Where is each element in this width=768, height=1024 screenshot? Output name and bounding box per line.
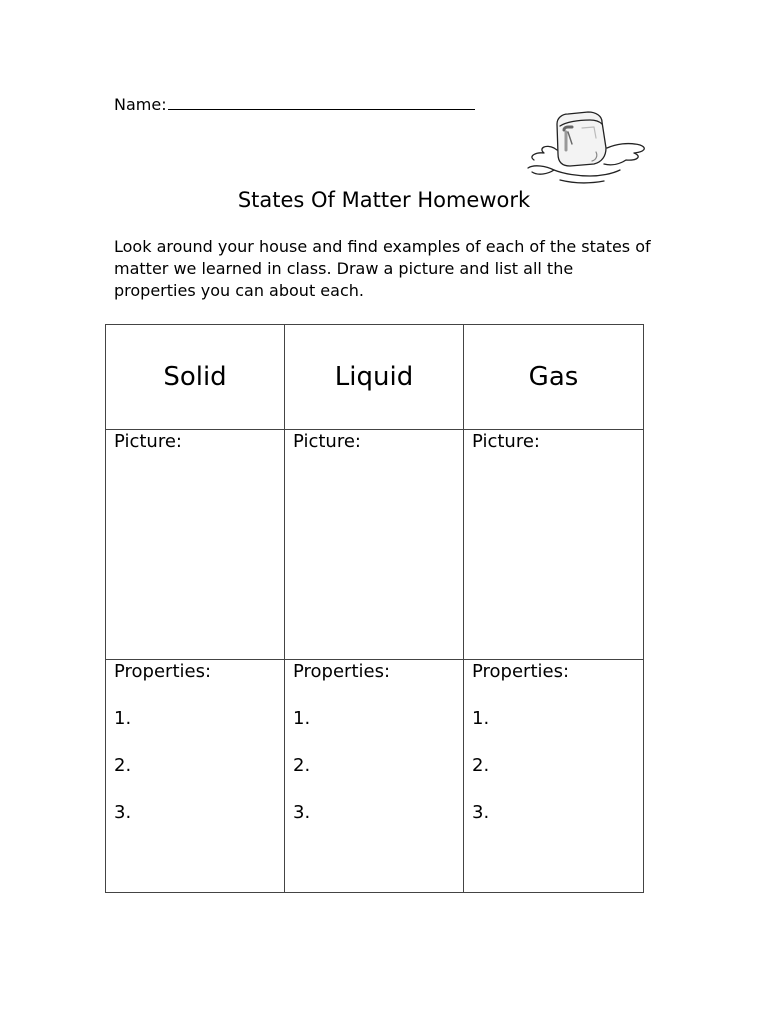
column-header-liquid: Liquid	[285, 325, 464, 430]
properties-cell-liquid[interactable]	[285, 660, 464, 893]
column-header-gas: Gas	[464, 325, 644, 430]
states-of-matter-table	[105, 324, 644, 893]
picture-label: Picture:	[293, 431, 361, 452]
properties-label: Properties:	[293, 661, 391, 682]
table-header-row	[106, 325, 644, 430]
instructions-text: Look around your house and find examples of each of the states of matter we learned in class. Draw a picture and list all the properties you can about each.	[114, 237, 651, 300]
properties-row	[106, 660, 644, 893]
picture-cell-liquid[interactable]	[285, 430, 464, 660]
property-item[interactable]: 1.	[472, 708, 490, 729]
picture-row	[106, 430, 644, 660]
property-item[interactable]: 3.	[472, 802, 490, 823]
ice-cube-melting-icon	[524, 108, 650, 190]
name-field[interactable]	[114, 93, 475, 115]
name-blank-line[interactable]	[168, 93, 475, 110]
property-list	[464, 708, 643, 824]
property-item[interactable]: 2.	[293, 755, 311, 776]
column-header-solid: Solid	[106, 325, 285, 430]
picture-cell-solid[interactable]	[106, 430, 285, 660]
picture-label: Picture:	[114, 431, 182, 452]
properties-cell-gas[interactable]	[464, 660, 644, 893]
property-item[interactable]: 3.	[114, 802, 132, 823]
property-list	[285, 708, 463, 824]
properties-label: Properties:	[114, 661, 212, 682]
picture-label: Picture:	[472, 431, 540, 452]
picture-cell-gas[interactable]	[464, 430, 644, 660]
properties-label: Properties:	[472, 661, 570, 682]
properties-cell-solid[interactable]	[106, 660, 285, 893]
page-title: States Of Matter Homework	[237, 188, 531, 212]
name-label: Name:	[114, 95, 167, 114]
property-item[interactable]: 1.	[293, 708, 311, 729]
property-item[interactable]: 2.	[114, 755, 132, 776]
property-item[interactable]: 1.	[114, 708, 132, 729]
property-item[interactable]: 2.	[472, 755, 490, 776]
property-list	[106, 708, 284, 824]
property-item[interactable]: 3.	[293, 802, 311, 823]
